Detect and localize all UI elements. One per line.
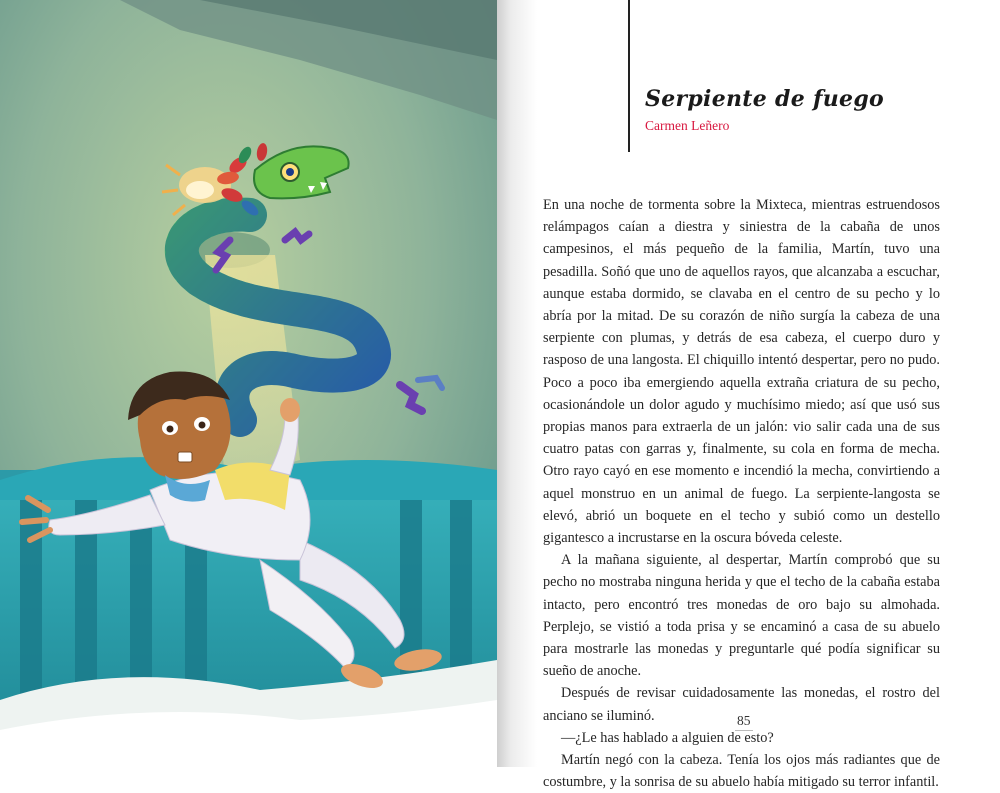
story-paragraph: A la mañana siguiente, al despertar, Martín comprobó que su pecho no mostraba ninguna herida y que el techo de la cabaña estaba intacto, pero encontró tres monedas de oro bajo su almohada. Perplejo, se vistió a toda prisa y se encaminó a casa de su abuelo para mostrarle las monedas y preguntarle qué podía significar su sueño de anoche. xyxy=(543,552,940,680)
story-author: Carmen Leñero xyxy=(645,118,730,133)
story-paragraph: Después de revisar cuidadosamente las monedas, el rostro del anciano se iluminó. xyxy=(543,685,940,724)
story-paragraph: En una noche de tormenta sobre la Mixteca, mientras estruendosos relámpagos caían a diestra y siniestra de la cabaña de unos campesinos, el más pequeño de la familia, Martín, tuvo una pesadilla. Soñó que uno de aquellos rayos, que alcanzaba a escuchar, aunque estaba dormido, se clavaba en el centro de su pecho y lo abría por la mitad. De su corazón de niño surgía la cabeza de una serpiente con plumas, y detrás de esa cabeza, el cuerpo duro y rasposo de una langosta. El chiquillo intentó despertar, pero no pudo. Poco a poco iba emergiendo aquella extraña criatura de su pecho, ocasionándole un dolor agudo y muchísimo miedo; así que usó sus propias manos para extraerla de un jalón: vio salir cada una de sus cuatro patas con garras y, finalmente, su cola en forma de mecha. Otro rayo cayó en ese momento e incendió la mecha, convirtiendo a aquel monstruo en un animal de fuego. La serpiente-langosta se elevó, abrió un boquete en el techo y subió como un destello gigantesco a incrustarse en la oscura bóveda celeste. xyxy=(543,197,940,547)
text-page xyxy=(497,0,1000,791)
boy-and-feathered-serpent-illustration xyxy=(0,0,497,767)
story-title: Serpiente de fuego xyxy=(645,86,884,112)
story-dialogue: —¿Le has hablado a alguien de esto? xyxy=(561,729,774,746)
page-number: 85 xyxy=(735,713,753,731)
illustration-page xyxy=(0,0,497,767)
title-rule xyxy=(628,0,630,152)
story-body xyxy=(543,194,940,793)
story-paragraph: Martín negó con la cabeza. Tenía los ojos más radiantes que de costumbre, y la sonrisa de su abuelo había mitigado su terror infantil. xyxy=(543,752,940,791)
